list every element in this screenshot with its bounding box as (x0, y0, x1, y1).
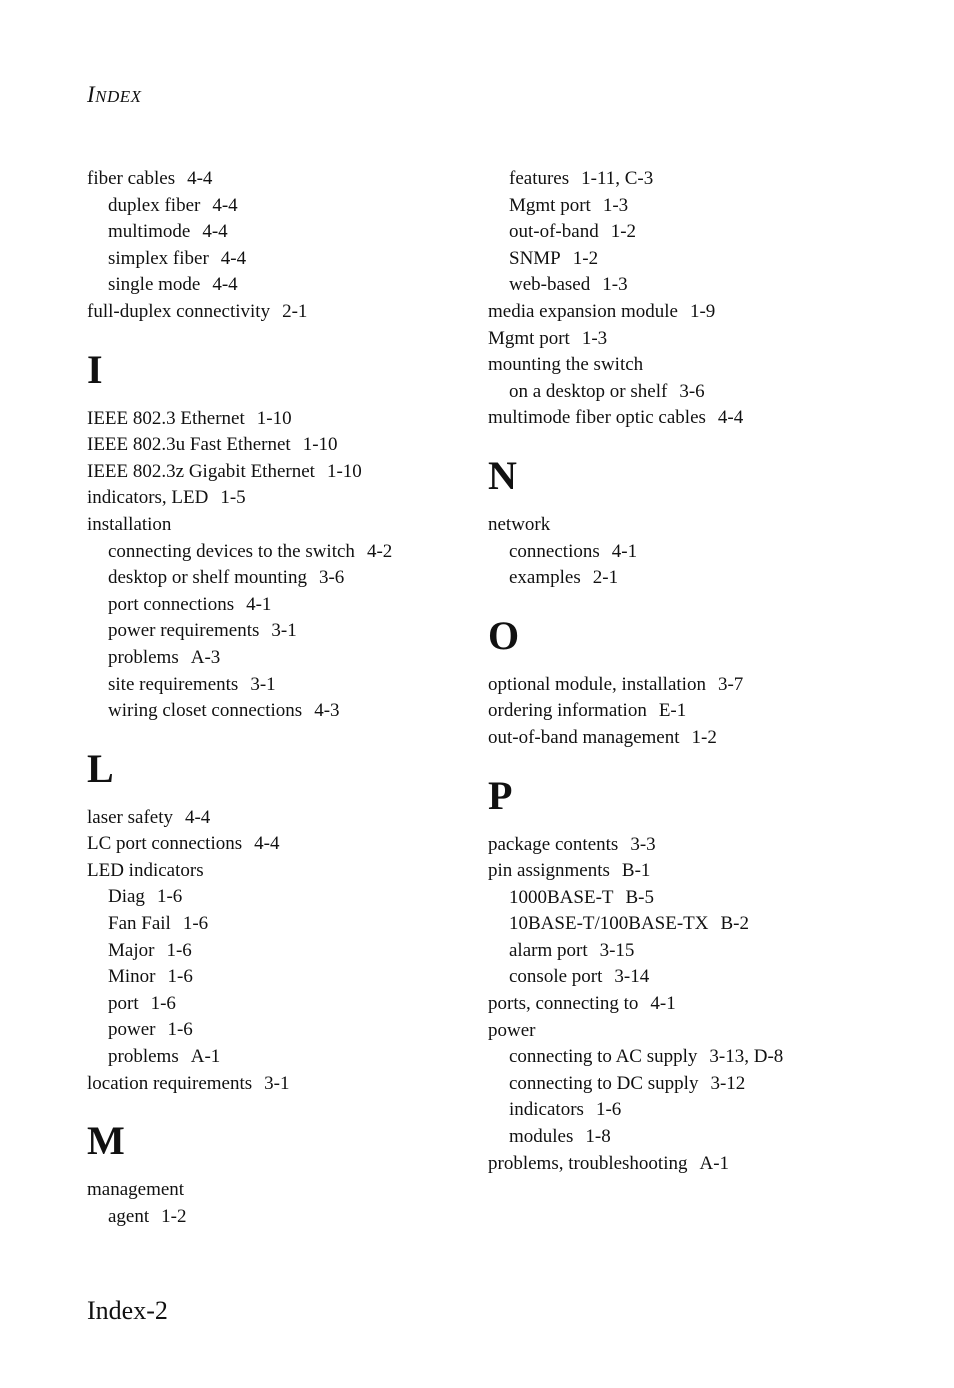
entry-term: connecting to DC supply (509, 1072, 699, 1094)
running-head (87, 82, 142, 108)
entry-pages: 3-3 (630, 833, 656, 855)
entry-term: network (488, 513, 551, 535)
index-entry (87, 406, 507, 433)
entry-term: connections (509, 540, 600, 562)
index-subentry (488, 272, 908, 299)
entry-pages: 4-3 (314, 700, 340, 722)
index-subentry (87, 672, 507, 699)
entry-pages: 1-6 (167, 1019, 193, 1041)
index-entry (87, 459, 507, 486)
entry-term: connecting to AC supply (509, 1046, 698, 1068)
index-entry (488, 1018, 908, 1045)
entry-term: Fan Fail (108, 913, 171, 935)
index-subentry (87, 698, 507, 725)
entry-term: problems, troubleshooting (488, 1152, 688, 1174)
index-subentry (488, 379, 908, 406)
entry-pages: 2-1 (282, 300, 308, 322)
entry-term: on a desktop or shelf (509, 380, 668, 402)
index-subentry (488, 565, 908, 592)
entry-term: pin assignments (488, 860, 610, 882)
section-letter: M (87, 1118, 125, 1164)
index-subentry (488, 246, 908, 273)
index-subentry (87, 565, 507, 592)
entry-pages: 3-12 (710, 1072, 746, 1094)
entry-pages: 3-1 (264, 1072, 290, 1094)
entry-term: alarm port (509, 939, 588, 961)
index-entry (87, 166, 507, 193)
index-section (488, 772, 908, 1178)
entry-term: web-based (509, 274, 591, 296)
running-head-initial: I (87, 82, 96, 107)
index-subentry (87, 1204, 507, 1231)
section-letter: I (87, 346, 103, 392)
index-subentry (87, 219, 507, 246)
index-subentry (87, 193, 507, 220)
entry-term: ordering information (488, 700, 647, 722)
index-subentry (87, 539, 507, 566)
index-entry (87, 805, 507, 832)
entry-pages: 1-9 (689, 300, 716, 322)
index-subentry (87, 911, 507, 938)
entry-pages: 3-15 (599, 939, 635, 961)
page-number: Index-2 (87, 1296, 168, 1325)
entry-term: duplex fiber (108, 194, 201, 216)
entry-pages: 4-4 (717, 407, 744, 429)
index-entry (87, 831, 507, 858)
entry-pages: B-5 (625, 886, 654, 908)
index-section (87, 745, 507, 1098)
entry-term: ports, connecting to (488, 993, 639, 1015)
entry-pages: 4-4 (187, 168, 213, 189)
entry-term: 10BASE-T/100BASE-TX (509, 913, 709, 935)
entry-term: desktop or shelf mounting (108, 567, 307, 589)
entry-pages: 4-4 (220, 247, 247, 269)
index-subentry (488, 1124, 908, 1151)
entry-term: 1000BASE-T (509, 886, 614, 908)
entry-pages: 3-6 (679, 380, 705, 402)
entry-term: full-duplex connectivity (87, 300, 271, 322)
entry-term: problems (108, 646, 179, 668)
index-section (87, 346, 507, 725)
index-entry (488, 512, 908, 539)
entry-term: agent (108, 1205, 150, 1227)
index-subentry (488, 1097, 908, 1124)
index-subentry (488, 964, 908, 991)
section-letter: L (87, 745, 114, 791)
entry-pages: 1-2 (691, 726, 717, 748)
entry-term: examples (509, 567, 581, 589)
entry-pages: 1-6 (167, 966, 193, 988)
index-subentry (87, 272, 507, 299)
entry-term: optional module, installation (488, 673, 706, 695)
entry-term: indicators (509, 1099, 584, 1121)
running-head-rest: NDEX (95, 87, 142, 106)
index-section (488, 452, 908, 592)
index-section (488, 166, 908, 432)
entry-term: power (488, 1019, 536, 1041)
entry-term: IEEE 802.3 Ethernet (87, 407, 245, 429)
entry-pages: 1-10 (326, 460, 362, 482)
entry-pages: 2-1 (592, 567, 619, 589)
entry-term: power requirements (108, 620, 260, 642)
entry-term: wiring closet connections (108, 700, 303, 722)
entry-term: out-of-band management (488, 726, 680, 748)
index-subentry (87, 964, 507, 991)
index-subentry (488, 1044, 908, 1071)
entry-pages: 4-4 (202, 221, 228, 243)
entry-pages: B-1 (621, 860, 651, 882)
entry-pages: 1-6 (595, 1099, 622, 1121)
entry-pages: 1-6 (156, 886, 183, 908)
index-entry (488, 1151, 908, 1178)
entry-pages: 1-3 (581, 327, 608, 349)
entry-pages: 1-3 (602, 274, 628, 296)
entry-pages: 4-1 (246, 593, 272, 615)
index-entry (87, 299, 507, 326)
entry-pages: 4-4 (212, 274, 238, 296)
entry-pages: A-3 (190, 646, 221, 668)
index-section (87, 1118, 507, 1230)
entry-pages: 1-2 (610, 221, 637, 243)
entry-term: modules (509, 1126, 574, 1148)
entry-term: location requirements (87, 1072, 253, 1094)
entry-term: port connections (108, 593, 235, 615)
entry-pages: 3-14 (614, 966, 650, 988)
index-subentry (87, 592, 507, 619)
entry-term: installation (87, 513, 172, 535)
entry-term: SNMP (509, 247, 561, 269)
entry-term: Mgmt port (488, 327, 570, 349)
entry-term: port (108, 992, 139, 1014)
entry-pages: 1-6 (150, 992, 176, 1014)
entry-pages: 4-4 (254, 833, 280, 855)
entry-pages: A-1 (190, 1046, 221, 1068)
index-entry (488, 858, 908, 885)
entry-term: simplex fiber (108, 247, 209, 269)
index-entry (87, 512, 507, 539)
index-subentry (488, 885, 908, 912)
entry-pages: 4-2 (366, 540, 393, 562)
index-subentry (87, 938, 507, 965)
entry-term: connecting devices to the switch (108, 540, 355, 562)
index-subentry (87, 884, 507, 911)
index-subentry (87, 618, 507, 645)
index-entry (87, 1071, 507, 1098)
index-entry (87, 858, 507, 885)
entry-term: Major (108, 939, 155, 961)
index-entry (488, 326, 908, 353)
entry-term: mounting the switch (488, 354, 644, 376)
entry-pages: 1-8 (585, 1126, 611, 1148)
index-subentry (87, 246, 507, 273)
index-section (87, 166, 507, 326)
entry-pages: 1-10 (302, 434, 338, 456)
index-subentry (87, 991, 507, 1018)
entry-term: management (87, 1179, 185, 1201)
entry-pages: E-1 (658, 700, 687, 722)
entry-pages: 4-4 (184, 806, 211, 828)
index-entry (488, 405, 908, 432)
entry-pages: 4-4 (212, 194, 238, 216)
entry-pages: 3-1 (271, 620, 297, 642)
entry-pages: 1-10 (256, 407, 292, 429)
entry-pages: 3-1 (250, 673, 276, 695)
entry-term: multimode (108, 221, 191, 243)
entry-term: Minor (108, 966, 156, 988)
entry-pages: A-1 (699, 1152, 730, 1174)
index-subentry (488, 166, 908, 193)
entry-term: IEEE 802.3z Gigabit Ethernet (87, 460, 315, 482)
entry-term: IEEE 802.3u Fast Ethernet (87, 434, 291, 456)
entry-pages: 1-6 (166, 939, 192, 961)
entry-term: Diag (108, 886, 145, 908)
entry-pages: 1-2 (572, 247, 599, 269)
entry-term: package contents (488, 833, 619, 855)
index-subentry (488, 1071, 908, 1098)
section-letter: P (488, 772, 513, 818)
entry-term: fiber cables (87, 168, 176, 189)
index-subentry (488, 539, 908, 566)
entry-term: multimode fiber optic cables (488, 407, 706, 429)
index-entry (488, 698, 908, 725)
index-subentry (87, 645, 507, 672)
index-entry (488, 352, 908, 379)
entry-pages: 3-6 (318, 567, 345, 589)
index-column-left (87, 166, 507, 1230)
section-letter: O (488, 612, 520, 658)
entry-term: problems (108, 1046, 179, 1068)
index-entry (488, 832, 908, 859)
entry-pages: 1-2 (161, 1205, 187, 1227)
entry-pages: 1-5 (220, 487, 246, 509)
entry-term: out-of-band (509, 221, 599, 243)
entry-term: Mgmt port (509, 194, 591, 216)
index-subentry (87, 1044, 507, 1071)
entry-term: features (509, 168, 570, 189)
index-entry (488, 725, 908, 752)
entry-term: indicators, LED (87, 487, 209, 509)
entry-pages: 3-13, D-8 (709, 1046, 784, 1068)
entry-pages: 4-1 (650, 993, 676, 1015)
entry-pages: 1-3 (602, 194, 629, 216)
index-entry (488, 299, 908, 326)
index-column-right (488, 166, 908, 1177)
entry-pages: B-2 (720, 913, 749, 935)
index-entry (87, 432, 507, 459)
index-subentry (488, 911, 908, 938)
entry-term: single mode (108, 274, 201, 296)
index-entry (87, 1177, 507, 1204)
index-subentry (488, 219, 908, 246)
index-entry (488, 672, 908, 699)
entry-pages: 3-7 (717, 673, 744, 695)
entry-term: LC port connections (87, 833, 243, 855)
index-subentry (87, 1017, 507, 1044)
section-letter: N (488, 452, 517, 498)
index-subentry (488, 193, 908, 220)
entry-term: power (108, 1019, 156, 1041)
entry-term: LED indicators (87, 859, 204, 881)
index-subentry (488, 938, 908, 965)
entry-pages: 4-1 (611, 540, 638, 562)
entry-pages: 1-6 (182, 913, 209, 935)
index-entry (488, 991, 908, 1018)
entry-term: site requirements (108, 673, 239, 695)
index-section (488, 612, 908, 752)
index-entry (87, 485, 507, 512)
entry-term: console port (509, 966, 603, 988)
entry-pages: 1-11, C-3 (581, 168, 654, 189)
entry-term: media expansion module (488, 300, 678, 322)
entry-term: laser safety (87, 806, 173, 828)
